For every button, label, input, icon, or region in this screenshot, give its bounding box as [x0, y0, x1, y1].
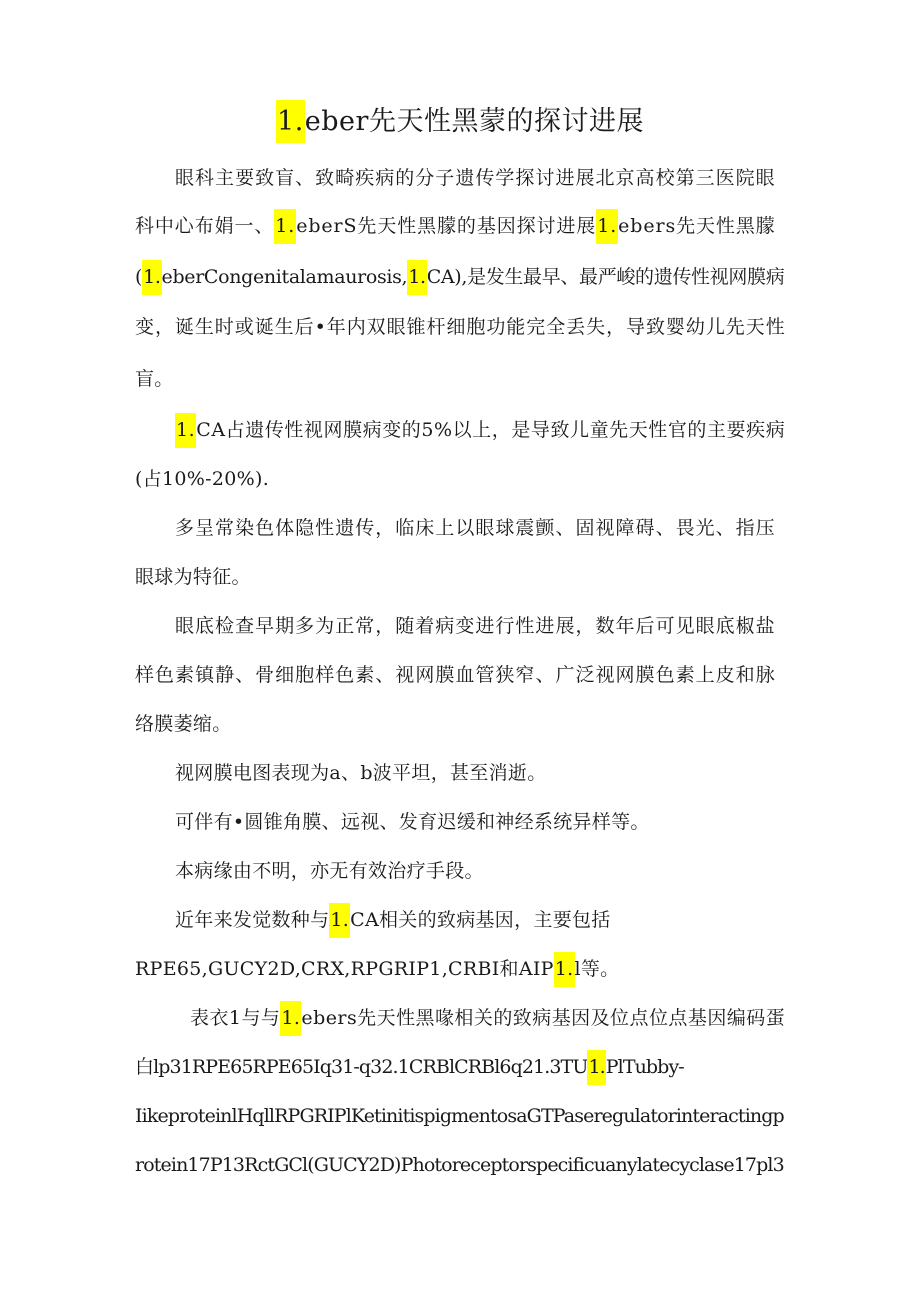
text-run: 眼底检查早期多为正常，随着病变进行性进展，数年后可见眼底椒盐 — [175, 615, 776, 637]
highlight-mark: 1. — [329, 903, 350, 938]
text-run: 白lp31RPE65RPE65Iq31-q32.1CRBlCRBl6q21.3TU — [135, 1056, 588, 1078]
paragraph-line — [175, 756, 547, 790]
text-run: 可伴有•圆锥角膜、远视、发育迟缓和神经系统异样等。 — [175, 811, 650, 833]
text-run: 眼科主要致盲、致畸疾病的分子遗传学探讨进展北京高校第三医院眼 — [175, 167, 776, 189]
text-run: PlTubby- — [605, 1056, 684, 1078]
paragraph-line — [190, 1001, 785, 1035]
highlight-mark: 1. — [280, 1001, 301, 1036]
text-run: ebers先天性黑朦 — [618, 215, 776, 237]
text-run: l等。 — [574, 958, 620, 980]
text-run: 眼球为特征。 — [135, 566, 251, 588]
text-run: 多呈常染色体隐性遗传，临床上以眼球震颤、固视障碍、畏光、指压 — [175, 517, 776, 539]
text-run: 变，诞生时或诞生后•年内双眼锥杆细胞功能完全丢失，导致婴幼儿先天性 — [135, 316, 786, 338]
paragraph-line — [175, 854, 484, 888]
highlight-mark: 1. — [142, 260, 161, 295]
paragraph-line — [135, 560, 251, 594]
text-run: 本病缘由不明，亦无有效治疗手段。 — [175, 860, 484, 882]
paragraph-line — [135, 1099, 784, 1133]
highlight-mark: 1. — [596, 209, 618, 244]
text-run: 科中心布娟一、 — [135, 215, 275, 237]
paragraph-line — [135, 260, 784, 294]
text-run: (占10%-20%). — [135, 468, 270, 490]
highlight-mark: 1. — [587, 1050, 605, 1085]
text-run: ( — [135, 266, 143, 288]
paragraph-line — [135, 1148, 784, 1182]
paragraph-line — [175, 511, 776, 545]
paragraph-line — [135, 209, 776, 243]
paragraph-line — [175, 413, 785, 447]
paragraph-line — [135, 310, 786, 344]
highlight-mark: 1. — [175, 413, 196, 448]
document-title — [0, 100, 920, 144]
paragraph-line — [175, 609, 776, 643]
text-run: 盲。 — [135, 368, 174, 390]
paragraph-line — [135, 1050, 684, 1084]
paragraph-line — [135, 362, 174, 396]
text-run: 近年来发觉数种与 — [175, 909, 330, 931]
text-run: RPE65,GUCY2D,CRX,RPGRIP1,CRBI和AIP — [135, 958, 554, 980]
paragraph-line — [175, 161, 776, 195]
paragraph-line — [135, 658, 776, 692]
paragraph-line — [175, 903, 611, 937]
text-run: 样色素镇静、骨细胞样色素、视网膜血管狭窄、广泛视网膜色素上皮和脉 — [135, 664, 776, 686]
text-run: eberCongenitalamaurosis, — [161, 266, 408, 288]
text-run: IikeproteinlHqllRPGRIPlKetinitispigmentosaGTPaseregulatorinteractingp — [135, 1105, 784, 1127]
paragraph-line — [175, 805, 650, 839]
highlight-mark: 1. — [554, 952, 575, 987]
text-run: rotein17P13RctGCl(GUCY2D)Photoreceptorspecificuanylatecyclase17pl3 — [135, 1154, 784, 1176]
text-run: CA),是发生最早、最严峻的遗传性视网膜病 — [426, 266, 785, 288]
highlight-mark: 1. — [274, 209, 296, 244]
paragraph-line — [135, 952, 619, 986]
text-run: eberS先天性黑朦的基因探讨进展 — [296, 215, 597, 237]
text-run: 络膜萎缩。 — [135, 713, 232, 735]
text-run: CA占遗传性视网膜病变的5%以上，是导致儿童先天性官的主要疾病 — [196, 419, 786, 441]
paragraph-line — [135, 462, 269, 496]
text-run: CA相关的致病基因，主要包括 — [350, 909, 611, 931]
text-run: 表衣1与与 — [190, 1007, 281, 1029]
text-run: ebers先天性黑喙相关的致病基因及位点位点基因编码蛋 — [301, 1007, 786, 1029]
title-highlight: 1. — [276, 100, 305, 143]
title-text: eber先天性黑蒙的探讨进展 — [304, 106, 644, 137]
text-run: 视网膜电图表现为a、b波平坦，甚至消逝。 — [175, 762, 547, 784]
paragraph-line — [135, 707, 232, 741]
highlight-mark: 1. — [407, 260, 426, 295]
